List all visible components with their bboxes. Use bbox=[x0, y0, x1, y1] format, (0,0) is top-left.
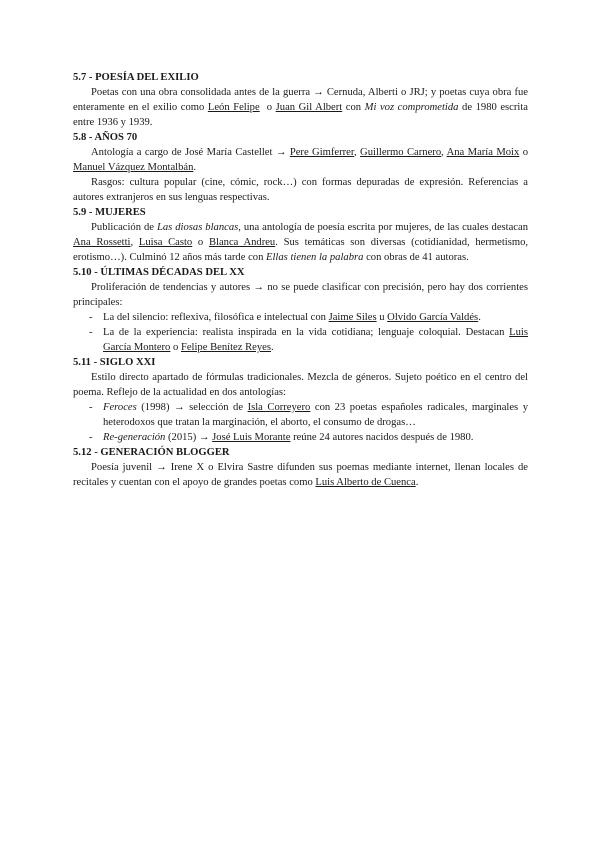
paragraph bbox=[73, 175, 528, 205]
text-run: o bbox=[192, 237, 209, 248]
list-item bbox=[91, 430, 528, 445]
author-name: Isla Correyero bbox=[247, 402, 311, 413]
text-run: La del silencio: reflexiva, filosófica e intelectual con bbox=[103, 312, 329, 323]
section-heading: 5.10 - ÚLTIMAS DÉCADAS DEL XX bbox=[73, 267, 245, 278]
author-name: Ana Rossetti bbox=[73, 237, 131, 248]
dash-marker: - bbox=[89, 312, 93, 323]
work-title: Feroces bbox=[103, 402, 137, 413]
author-name: Juan Gil Albert bbox=[275, 102, 343, 113]
section-heading: 5.11 - SIGLO XXI bbox=[73, 357, 156, 368]
author-name: Guillermo Carnero bbox=[360, 147, 442, 158]
text-run: con bbox=[342, 102, 365, 113]
text-run: , bbox=[441, 147, 447, 158]
author-name: Manuel Vázquez Montalbán bbox=[73, 162, 194, 173]
text-run: u bbox=[376, 312, 388, 323]
text-run: Rasgos: cultura popular (cine, cómic, rock…) con formas depuradas de expresión. Referencias a autores extranjeros en sus lenguas respectivas. bbox=[73, 177, 528, 203]
work-title: Las diosas blancas bbox=[156, 222, 239, 233]
section-heading: 5.9 - MUJERES bbox=[73, 207, 146, 218]
paragraph bbox=[73, 145, 528, 175]
text-run: , una antología de poesía escrita por mujeres, de las cuales destacan bbox=[238, 222, 528, 233]
author-name: Pere Gimferrer bbox=[289, 147, 354, 158]
text-run: Antología a cargo de José María Castellet → bbox=[91, 147, 290, 158]
author-name: Blanca Andreu bbox=[208, 237, 276, 248]
text-run: , bbox=[130, 237, 139, 248]
text-run: o bbox=[170, 342, 181, 353]
bullet-list bbox=[73, 400, 528, 445]
author-name: Luis García Montero bbox=[103, 327, 528, 353]
author-name: Ana María Moix bbox=[446, 147, 520, 158]
text-run: Publicación de bbox=[91, 222, 157, 233]
author-name: León Felipe bbox=[207, 102, 260, 113]
text-run: Proliferación de tendencias y autores → no se puede clasificar con precisión, pero hay dos corrientes principales: bbox=[73, 282, 528, 308]
dash-marker: - bbox=[89, 402, 93, 413]
paragraph bbox=[73, 460, 528, 490]
list-item bbox=[91, 400, 528, 430]
text-run: . Sus temáticas son diversas (cotidianidad, hermetismo, erotismo…). Culminó 12 años más tarde con bbox=[73, 237, 529, 263]
section-heading: 5.7 - POESÍA DEL EXILIO bbox=[73, 72, 199, 83]
paragraph bbox=[73, 85, 528, 130]
dash-marker: - bbox=[89, 432, 93, 443]
author-name: José Luis Morante bbox=[212, 432, 291, 443]
text-run: con 23 poetas españoles radicales, marginales y heterodoxos que tratan la marginación, el aborto, el consumo de drogas… bbox=[103, 402, 528, 428]
dash-marker: - bbox=[89, 327, 93, 338]
text-run: La de la experiencia: realista inspirada en la vida cotidiana; lenguaje coloquial. Destacan bbox=[103, 327, 510, 338]
text-run: . bbox=[193, 162, 197, 173]
text-run: Estilo directo apartado de fórmulas tradicionales. Mezcla de géneros. Sujeto poético en el centro del poema. Reflejo de la actualidad en dos antologías: bbox=[73, 372, 528, 398]
author-name: Olvido García Valdés bbox=[387, 312, 479, 323]
bullet-list bbox=[73, 310, 528, 355]
document-page bbox=[73, 70, 528, 490]
section-heading: 5.8 - AÑOS 70 bbox=[73, 132, 138, 143]
text-run: Poetas con una obra consolidada antes de la guerra → Cernuda, Alberti o JRJ; y poetas cuya obra fue enteramente en el exilio como bbox=[73, 87, 528, 113]
text-run: (1998) → selección de bbox=[136, 402, 248, 413]
author-name: Felipe Benítez Reyes bbox=[180, 342, 271, 353]
section-heading: 5.12 - GENERACIÓN BLOGGER bbox=[73, 447, 230, 458]
work-title: Ellas tienen la palabra bbox=[266, 252, 364, 263]
text-run: Poesía juvenil → Irene X o Elvira Sastre difunden sus poemas mediante internet, llenan locales de recitales y cuentan con el apoyo de grandes poetas como bbox=[73, 462, 528, 488]
author-name: Luisa Casto bbox=[138, 237, 193, 248]
text-run: o bbox=[519, 147, 529, 158]
text-run: . bbox=[270, 342, 274, 353]
text-run: . bbox=[415, 477, 419, 488]
work-title: Re-generación bbox=[103, 432, 166, 443]
text-run: con obras de 41 autoras. bbox=[363, 252, 469, 263]
text-run: reúne 24 autores nacidos después de 1980. bbox=[290, 432, 474, 443]
text-run: . bbox=[478, 312, 481, 323]
author-name: Jaime Siles bbox=[328, 312, 377, 323]
paragraph bbox=[73, 370, 528, 400]
paragraph bbox=[73, 280, 528, 310]
paragraph bbox=[73, 220, 528, 265]
list-item bbox=[91, 310, 528, 325]
text-run: de 1980 escrita entre 1936 y 1939. bbox=[73, 102, 528, 128]
list-item bbox=[91, 325, 528, 355]
work-title: Mi voz comprometida bbox=[364, 102, 459, 113]
text-run: (2015) → bbox=[165, 432, 213, 443]
text-run: , bbox=[353, 147, 361, 158]
author-name: Luis Alberto de Cuenca bbox=[315, 477, 416, 488]
text-run: o bbox=[259, 102, 276, 113]
